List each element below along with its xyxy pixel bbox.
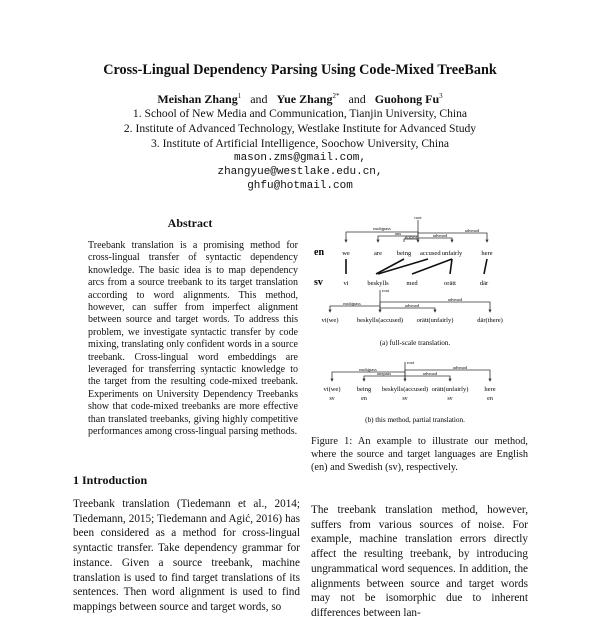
b-lang: en bbox=[487, 396, 493, 402]
arc-advmod-1 bbox=[380, 308, 435, 312]
author-sup: 3 bbox=[439, 92, 443, 100]
figure-top-alignment bbox=[314, 215, 493, 288]
arc-label-auxpass: auxpass bbox=[376, 371, 392, 376]
paper-title: Cross-Lingual Dependency Parsing Using Code-Mixed TreeBank bbox=[103, 62, 497, 78]
arc-label-root: root bbox=[407, 360, 415, 365]
b-word: vi(we) bbox=[323, 386, 341, 393]
lang-label-en: en bbox=[314, 247, 324, 258]
email-1: mason.zms@gmail.com, bbox=[233, 152, 367, 164]
author-name: Guohong Fu bbox=[374, 92, 440, 106]
a-word: beskylls(accused) bbox=[356, 317, 404, 324]
subfigure-b-caption: (b) this method, partial translation. bbox=[365, 416, 465, 424]
abstract-heading: Abstract bbox=[167, 216, 213, 230]
author-sup: 1 bbox=[237, 92, 242, 100]
sv-word: där bbox=[479, 280, 489, 287]
arc-label-advmod-1: advmod bbox=[422, 371, 438, 376]
sv-word: med bbox=[406, 280, 418, 287]
a-word: vi(we) bbox=[321, 317, 339, 324]
dependency-figure bbox=[300, 212, 540, 434]
arc-label-nsubjpass: nsubjpass bbox=[373, 226, 391, 231]
sv-word: beskylls bbox=[367, 280, 389, 287]
arc-advmod-1 bbox=[418, 238, 452, 242]
arc-advmod-2 bbox=[405, 370, 490, 381]
arc-nsubjpass bbox=[332, 372, 405, 381]
abstract-text: Treebank translation is a promising method for cross-lingual transfer of syntactic dependency knowledge. The basic idea is to map dependency arcs from a source treebank to its target translation according to word alignments. This method, however, can suffer from imperfect alignment between source and target words. To address this problem, we investigate syntactic transfer by code mixing, translating only confident words in a source treebank. Cross-lingual word embeddings are leveraged for transferring syntactic knowledge to the target from the resulting code-mixed treebank. Experiments on University Dependency Treebanks show that code-mixed treebanks are more effective than translated treebanks, giving highly competitive performances among cross-lingual parsing methods. bbox=[88, 240, 298, 438]
arc-label-auxpass: auxpass bbox=[404, 234, 418, 240]
author-name: Meishan Zhang bbox=[157, 92, 238, 106]
affiliation-1: 1. School of New Media and Communication, Tianjin University, China bbox=[132, 107, 468, 120]
email-2: zhangyue@westlake.edu.cn, bbox=[217, 166, 383, 178]
b-word: orätt(unfairly) bbox=[431, 386, 469, 393]
en-word: here bbox=[481, 250, 493, 257]
arc-label-nsubjpass: nsubjpass bbox=[359, 367, 377, 372]
alignment-line bbox=[484, 259, 487, 274]
alignment-line bbox=[376, 259, 404, 274]
en-word: being bbox=[396, 250, 412, 257]
b-lang: sv bbox=[447, 396, 453, 402]
arc-label-advmod-2: advmod bbox=[464, 228, 480, 233]
arc-label-advmod-2: advmod bbox=[447, 297, 463, 302]
arc-advmod-1 bbox=[405, 376, 450, 381]
figure-subfigure-b bbox=[324, 360, 496, 424]
b-word: here bbox=[484, 386, 496, 393]
alignment-line bbox=[378, 259, 428, 274]
affiliation-2: 2. Institute of Advanced Technology, Westlake Institute for Advanced Study bbox=[123, 122, 477, 135]
arc-nsubjpass bbox=[330, 306, 380, 312]
b-lang: sv bbox=[402, 396, 408, 402]
arc-advmod-2 bbox=[418, 233, 487, 242]
author-sup: 2* bbox=[332, 92, 340, 100]
arc-label-advmod-1: advmod bbox=[432, 233, 448, 238]
arc-label-root: root bbox=[382, 288, 390, 293]
right-column-text: The treebank translation method, however, suffers from various sources of noise. For example, machine translation errors directly affect the resulting treebank, by introducing ungrammatical word sequences. In addition, the alignments between source and target words may not be isomorphic due to inherent differences between lan- bbox=[311, 504, 528, 619]
arc-label-aux: aux bbox=[394, 231, 402, 236]
sv-word: orätt bbox=[444, 280, 456, 287]
arc-label-nsubjpass: nsubjpass bbox=[343, 301, 361, 306]
a-word: där(there) bbox=[477, 317, 503, 324]
en-word: accused bbox=[420, 250, 441, 257]
figure-subfigure-a bbox=[322, 288, 503, 347]
a-word: orätt(unfairly) bbox=[416, 317, 454, 324]
introduction-text: Treebank translation (Tiedemann et al., 2014; Tiedemann, 2015; Tiedemann and Agić, 2016) has been considered as a method for cross-lingual syntactic transfer. Take dependency grammar for instance. Given a source treebank, machine translation is used to find target translations of its sentences. Then word alignment is used to find mappings between source and target words, so bbox=[73, 498, 300, 613]
section-heading-introduction: 1 Introduction bbox=[73, 473, 148, 487]
b-word: beskylls(accused) bbox=[381, 386, 429, 393]
author-sep: and bbox=[348, 92, 366, 106]
author-line bbox=[0, 92, 600, 107]
figure-caption: Figure 1: An example to illustrate our method, where the source and target languages are English (en) and Swedish (sv), respectively. bbox=[311, 436, 528, 473]
sv-word: vi bbox=[343, 280, 349, 287]
email-3: ghfu@hotmail.com bbox=[247, 180, 353, 192]
b-lang: en bbox=[361, 396, 367, 402]
en-word: we bbox=[342, 250, 350, 257]
arc-label-root: root bbox=[414, 215, 422, 220]
en-word: unfairly bbox=[441, 250, 463, 257]
lang-label-sv: sv bbox=[314, 277, 323, 288]
b-word: being bbox=[356, 386, 372, 393]
subfigure-a-caption: (a) full-scale translation. bbox=[379, 339, 451, 347]
alignment-line bbox=[450, 259, 452, 274]
affiliation-3: 3. Institute of Artificial Intelligence, Soochow University, China bbox=[150, 137, 450, 150]
author-sep: and bbox=[250, 92, 268, 106]
b-lang: sv bbox=[329, 396, 335, 402]
arc-label-advmod-1: advmod bbox=[404, 303, 420, 308]
arc-label-advmod-2: advmod bbox=[452, 365, 468, 370]
en-word: are bbox=[374, 250, 382, 257]
arc-auxpass bbox=[364, 376, 405, 381]
author-name: Yue Zhang bbox=[276, 92, 333, 106]
